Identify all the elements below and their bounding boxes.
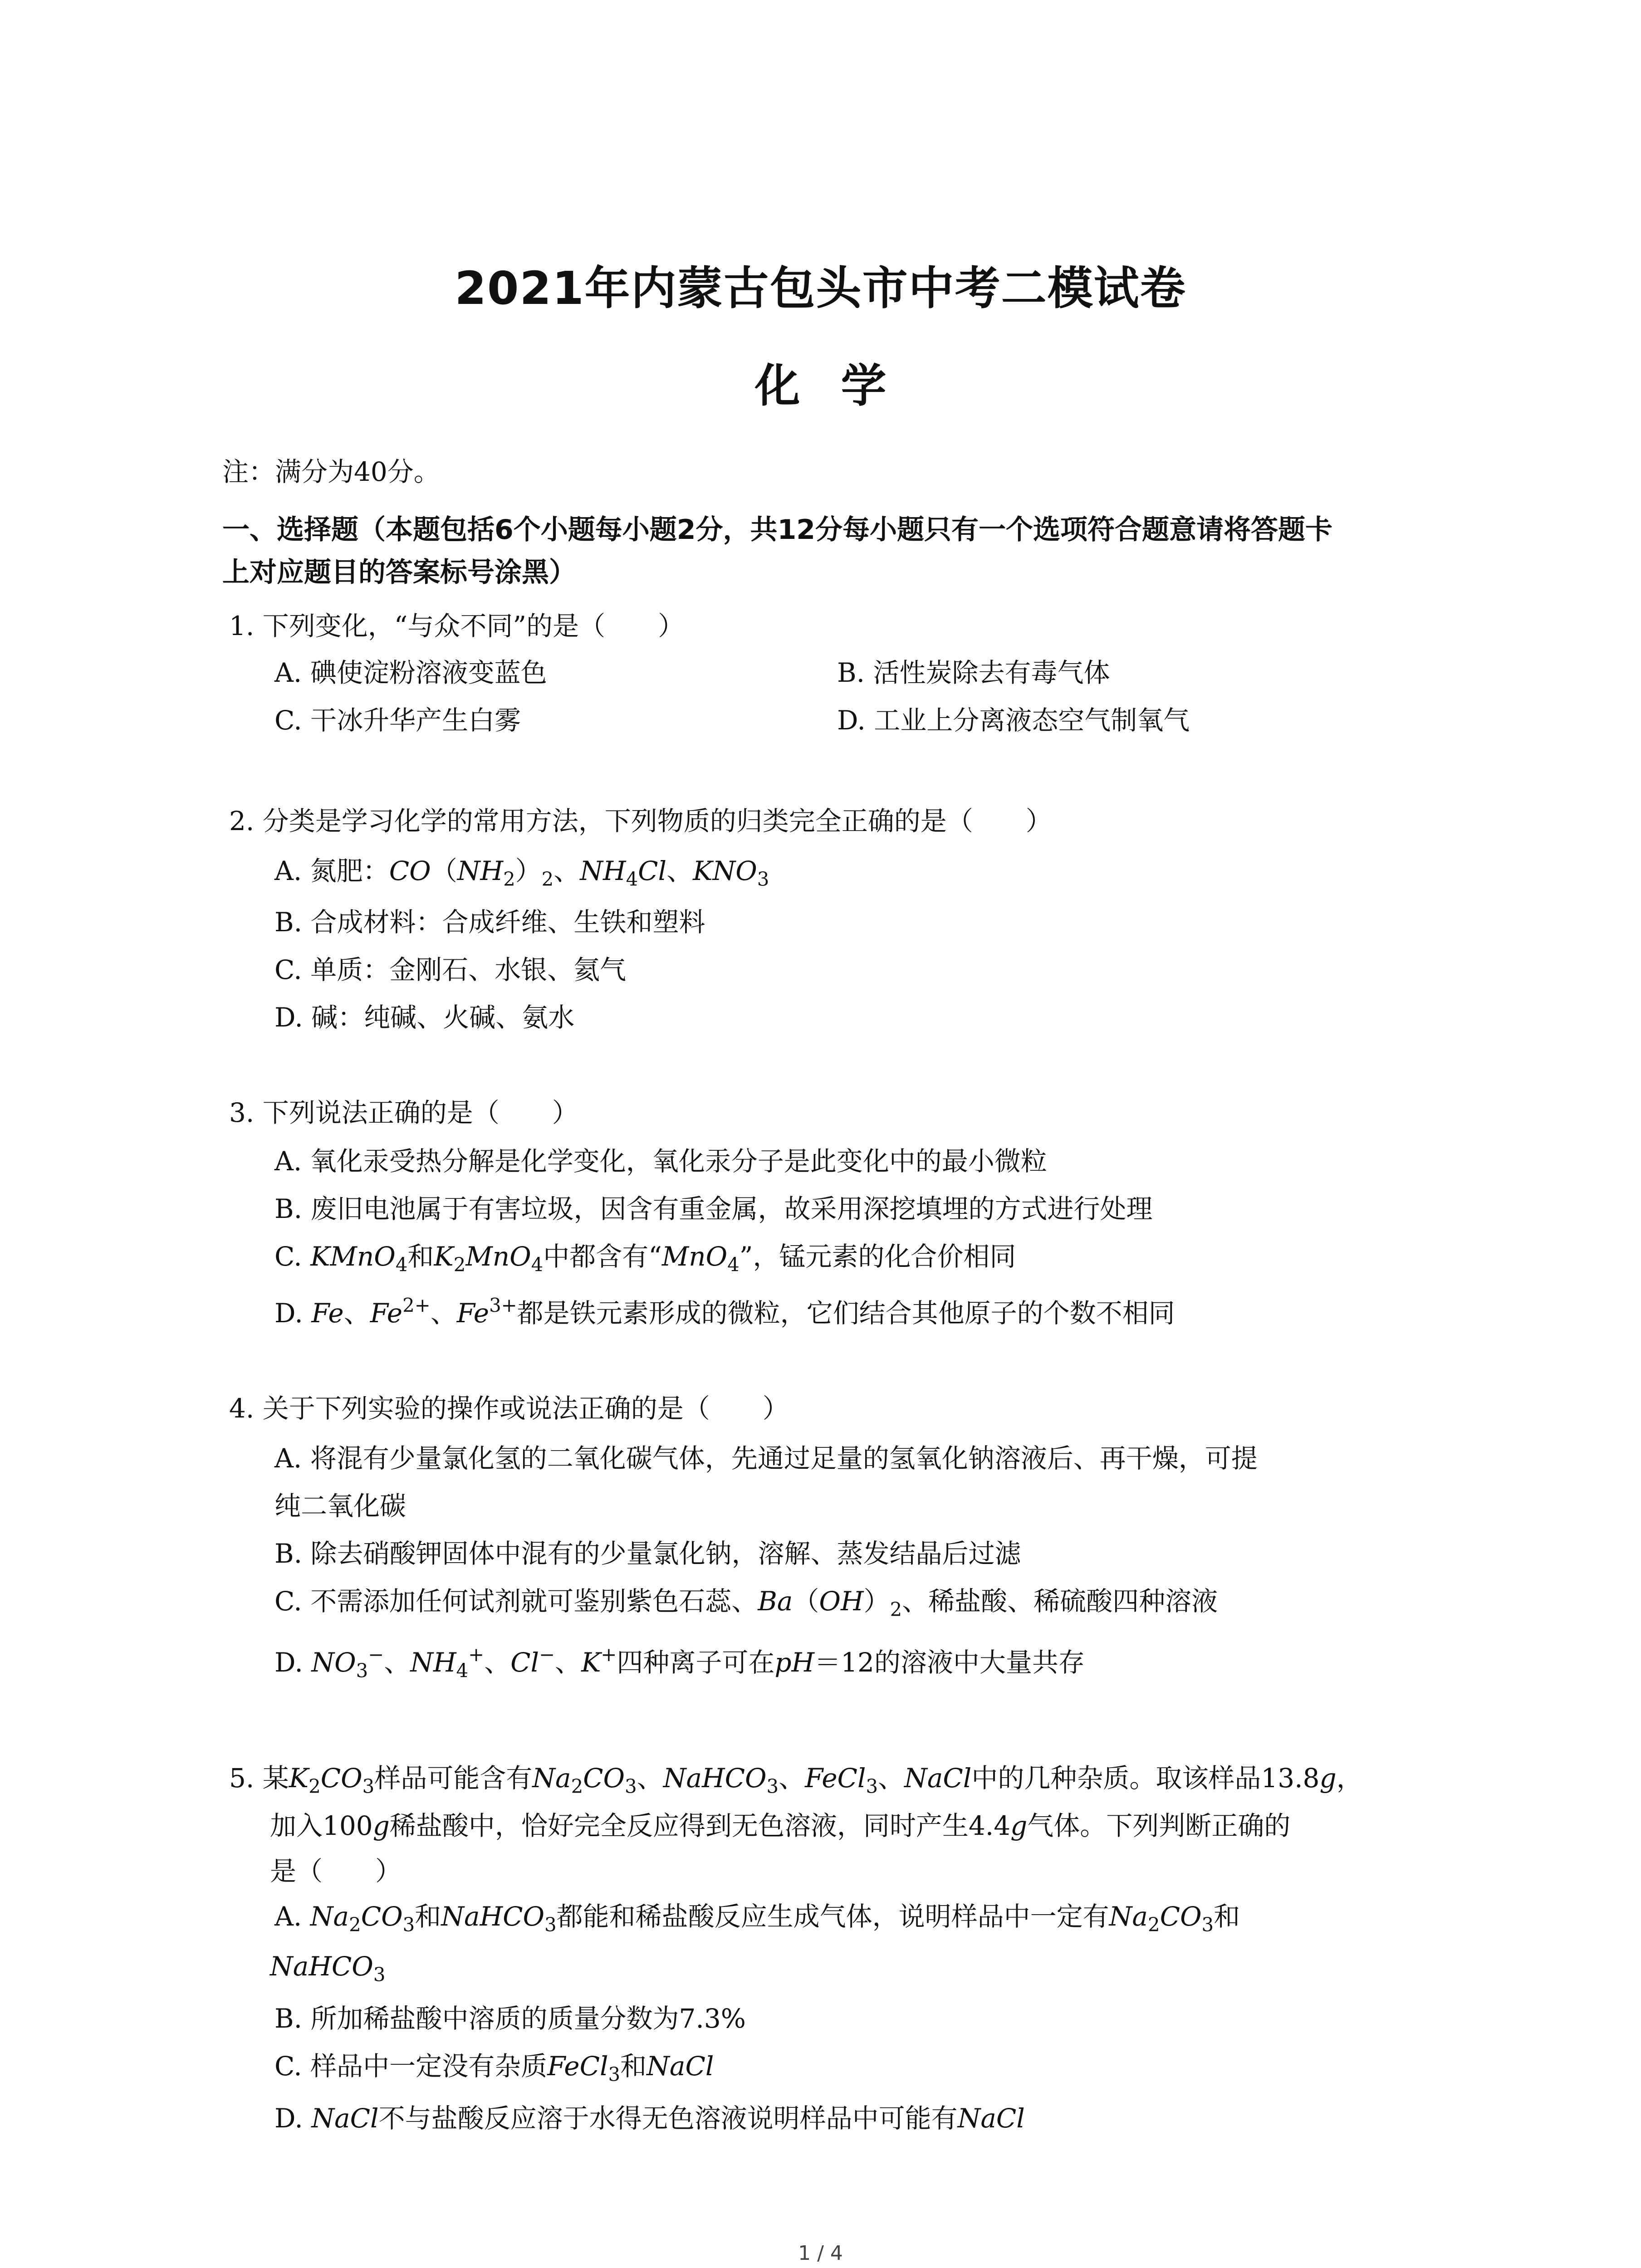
question-3-option-d: D. Fe、$Fe^{2+}$、$Fe^{3+}$都是铁元素形成的微粒，它们结合其他原子的个数不相同: [274, 1294, 1175, 1329]
question-4-stem: 4. 关于下列实验的操作或说法正确的是（ ）: [229, 1393, 789, 1424]
page-number: 1 / 4: [798, 2242, 843, 2265]
question-4-option-a: A. 将混有少量氯化氢的二氧化碳气体，先通过足量的氢氧化钠溶液后、再干燥，可提: [274, 1443, 1258, 1474]
section-heading-line2: 上对应题目的答案标号涂黑）: [222, 557, 576, 588]
question-2-stem: 2. 分类是学习化学的常用方法，下列物质的归类完全正确的是（ ）: [229, 806, 1052, 836]
subject-title: 化学: [754, 359, 927, 412]
question-5-stem-line1: 5. 某$K_2CO_3$样品可能含有$Na_2CO_3$、NaHCO$_3$、FeCl$_3$、NaCl中的几种杂质。取该样品13.8g，: [229, 1763, 1363, 1798]
question-1-stem: 1. 下列变化，“与众不同”的是（ ）: [229, 611, 685, 641]
exam-title: 2021年内蒙古包头市中考二模试卷: [455, 262, 1186, 315]
question-5-option-d: D. NaCl不与盐酸反应溶于水得无色溶液说明样品中可能有NaCl: [274, 2103, 1025, 2134]
question-5-option-a-continued: NaHCO$_3$: [270, 1951, 386, 1986]
question-4-option-a-continued: 纯二氧化碳: [274, 1491, 407, 1521]
question-1-option-d: D. 工业上分离液态空气制氧气: [837, 705, 1190, 736]
question-5-option-a: A. $Na_2CO_3$和NaHCO$_3$都能和稀盐酸反应生成气体，说明样品中一定有$Na_2CO_3$和: [274, 1901, 1240, 1936]
question-3-option-b: B. 废旧电池属于有害垃圾，因含有重金属，故采用深挖填埋的方式进行处理: [274, 1193, 1153, 1224]
question-5-option-c: C. 样品中一定没有杂质FeCl$_3$和NaCl: [274, 2051, 714, 2086]
question-3-option-a: A. 氧化汞受热分解是化学变化，氧化汞分子是此变化中的最小微粒: [274, 1146, 1047, 1177]
question-3-option-c: C. KMnO$_4$和$K_2MnO_4$中都含有“MnO$_4$”，锰元素的化合价相同: [274, 1241, 1016, 1276]
question-5-option-b: B. 所加稀盐酸中溶质的质量分数为7.3%: [274, 2003, 746, 2034]
question-2-option-b: B. 合成材料：合成纤维、生铁和塑料: [274, 907, 705, 938]
question-2-option-a: A. 氮肥：$CO(NH_2)_2$、$NH_4Cl$、$KNO_3$: [274, 855, 769, 890]
question-5-stem-line3: 是（ ）: [270, 1856, 402, 1887]
question-1-option-b: B. 活性炭除去有毒气体: [837, 657, 1110, 688]
question-2-option-d: D. 碱：纯碱、火碱、氨水: [274, 1002, 575, 1033]
question-3-stem: 3. 下列说法正确的是（ ）: [229, 1097, 578, 1128]
score-note: 注：满分为40分。: [222, 456, 440, 487]
question-4-option-b: B. 除去硝酸钾固体中混有的少量氯化钠，溶解、蒸发结晶后过滤: [274, 1538, 1021, 1569]
question-1-option-c: C. 干冰升华产生白雾: [274, 705, 521, 736]
question-5-stem-line2: 加入100g稀盐酸中，恰好完全反应得到无色溶液，同时产生4.4g气体。下列判断正确的: [270, 1810, 1291, 1841]
question-4-option-c: C. 不需添加任何试剂就可鉴别紫色石蕊、$Ba(OH)_2$、稀盐酸、稀硫酸四种溶液: [274, 1586, 1218, 1621]
question-1-option-a: A. 碘使淀粉溶液变蓝色: [274, 657, 547, 688]
question-2-option-c: C. 单质：金刚石、水银、氦气: [274, 954, 627, 985]
section-heading-line1: 一、选择题（本题包括6个小题每小题2分，共12分每小题只有一个选项符合题意请将答题卡: [222, 514, 1332, 546]
question-4-option-d: D. $NO_3^-$、$NH_4^+$、Cl−、K+四种离子可在pH＝12的溶液中大量共存: [274, 1643, 1085, 1682]
